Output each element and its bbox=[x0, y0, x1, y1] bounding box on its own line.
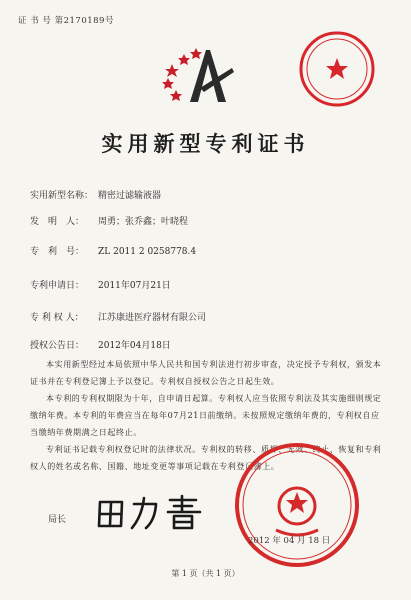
patent-office-emblem-icon bbox=[160, 40, 240, 110]
field-value: 2012年04月18日 bbox=[98, 341, 171, 351]
field-label: 专利申请日： bbox=[30, 281, 85, 291]
field-value: 周勇；张乔鑫；叶晓程 bbox=[98, 217, 189, 227]
field-value: 精密过滤输液器 bbox=[98, 191, 162, 201]
field-patentee bbox=[30, 310, 206, 323]
director-signature-icon bbox=[92, 492, 212, 532]
certificate-number: 证 书 号 第2170189号 bbox=[18, 16, 114, 26]
field-utility-model-name bbox=[30, 188, 161, 201]
director-label: 局长 bbox=[48, 515, 67, 525]
field-value: ZL 2011 2 0258778.4 bbox=[98, 247, 197, 257]
paragraph-grant: 本实用新型经过本局依照中华人民共和国专利法进行初步审查，决定授予专利权，颁发本证书并在专利登记簿上予以登记。专利权自授权公告之日起生效。 bbox=[30, 360, 382, 386]
state-ip-office-seal-icon bbox=[232, 440, 362, 570]
field-label: 专 利 号： bbox=[30, 247, 85, 257]
field-label: 实用新型名称： bbox=[30, 191, 94, 201]
agency-seal-icon bbox=[298, 30, 376, 108]
field-value: 2011年07月21日 bbox=[98, 281, 171, 291]
field-patent-number bbox=[30, 244, 196, 257]
field-inventors bbox=[30, 214, 188, 227]
paragraph-legal-status: 专利证书记载专利权登记时的法律状况。专利权的转移、质押、无效、终止、恢复和专利权人的姓名或名称、国籍、地址变更等事项记载在专利登记簿上。 bbox=[30, 445, 382, 471]
field-label: 专 利 权 人： bbox=[30, 313, 84, 323]
field-value: 江苏康进医疗器材有限公司 bbox=[98, 313, 207, 323]
field-application-date bbox=[30, 278, 171, 291]
field-label: 授权公告日： bbox=[30, 341, 85, 351]
paragraph-term: 本专利的专利权期限为十年，自申请日起算。专利权人应当依照专利法及其实施细则规定缴纳年费。本专利的年费应当在每年07月21日前缴纳。未按照规定缴纳年费的，专利权自应当缴纳年费期满之日起终止。 bbox=[30, 394, 382, 437]
certificate-title: 实用新型专利证书 bbox=[101, 131, 310, 156]
field-grant-date bbox=[30, 338, 171, 351]
issue-date: 2012 年 04 月 18 日 bbox=[248, 536, 331, 546]
field-label: 发 明 人： bbox=[30, 217, 85, 227]
page-number: 第 1 页（共 1 页） bbox=[171, 569, 240, 578]
